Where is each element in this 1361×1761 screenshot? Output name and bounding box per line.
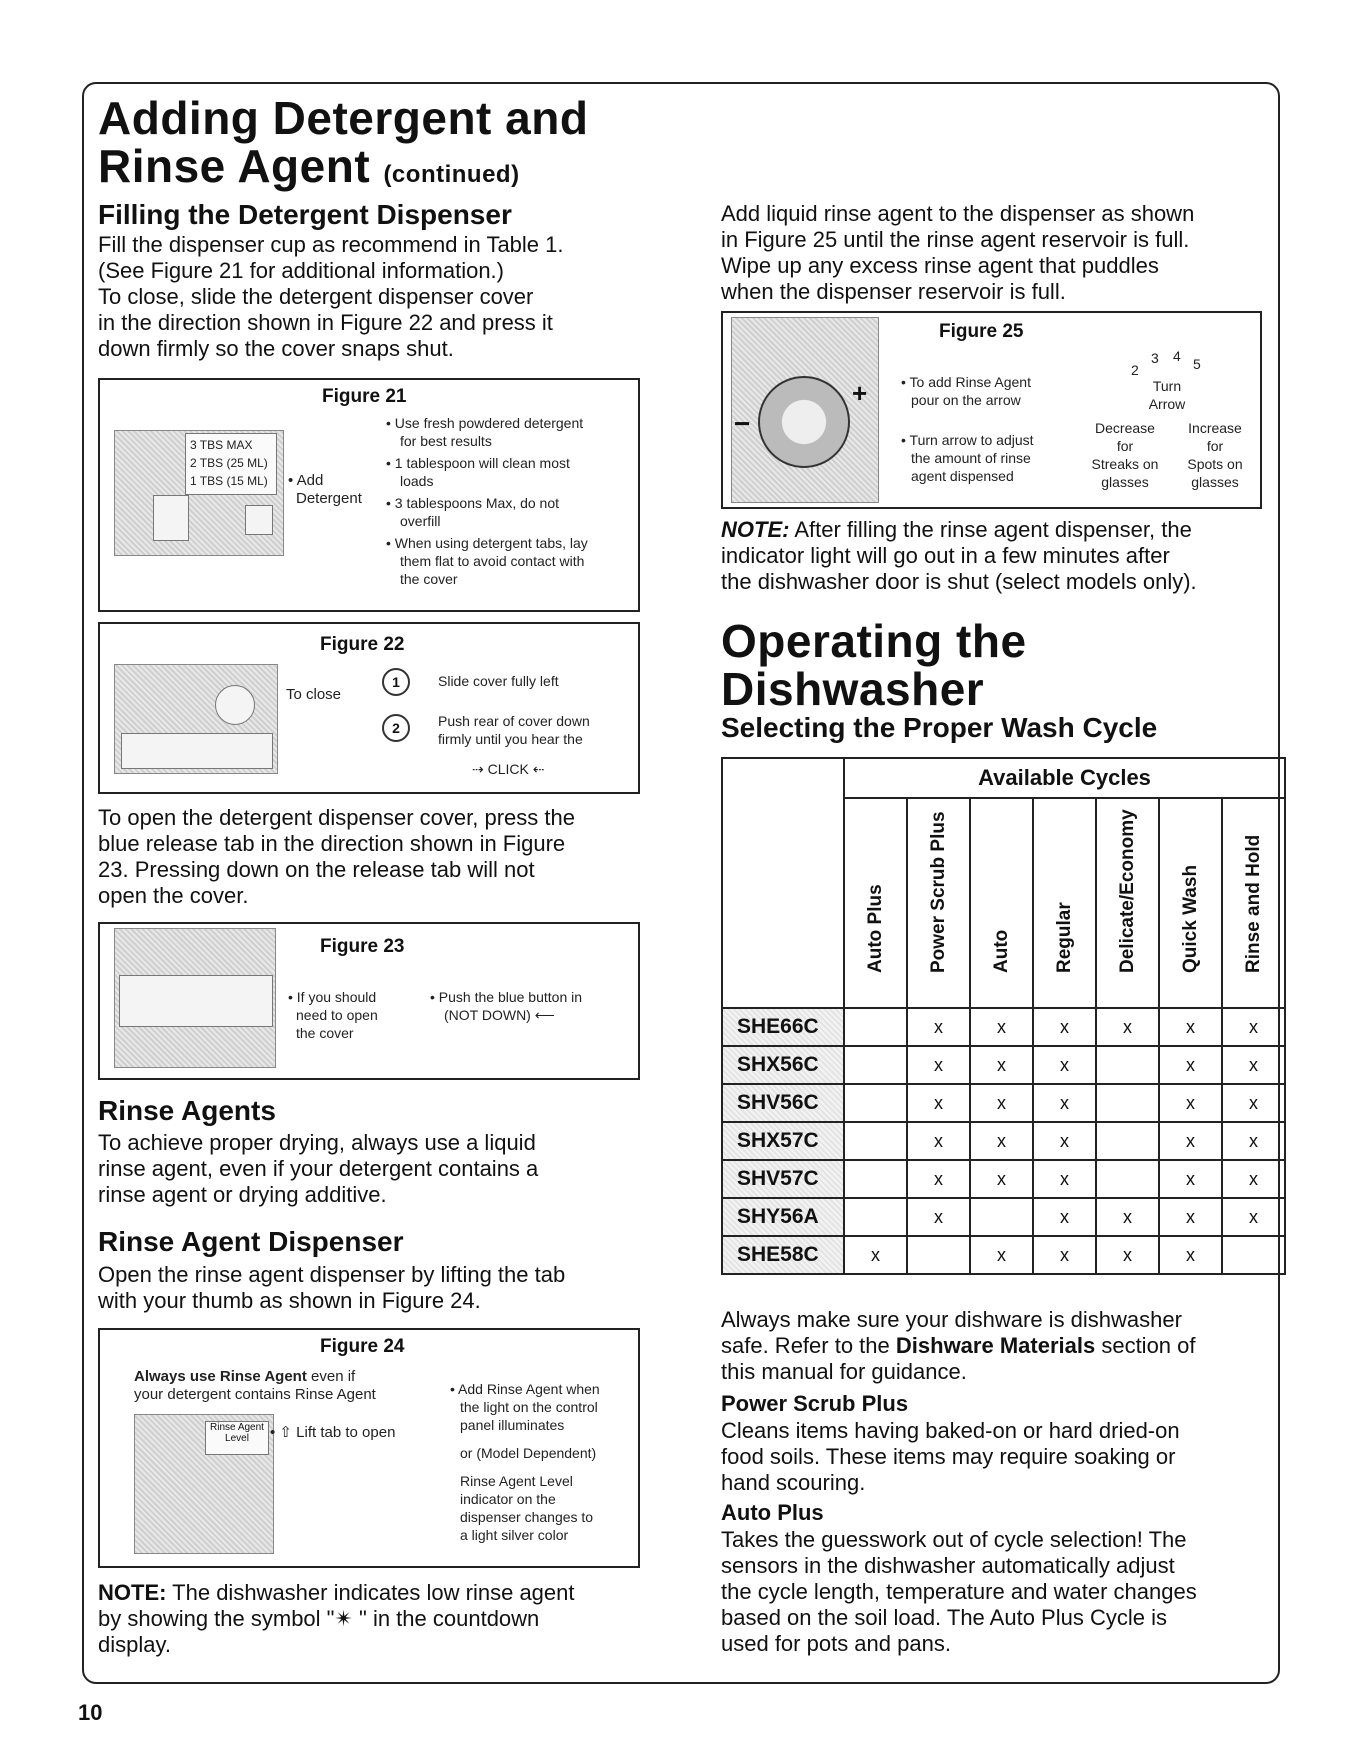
table-row [722,1236,1285,1274]
cycle-mark-cell: x [970,1046,1033,1084]
cycle-mark-cell: x [1033,1008,1096,1046]
figure-25-title: Figure 25 [939,321,1024,342]
arrow-left-icon: ⟵ [534,1007,555,1023]
cycle-mark-cell: x [907,1046,970,1084]
figure-23-right-bullet: • Push the blue button in (NOT DOWN) ⟵ [430,988,582,1024]
figure-25-bullet-2: • Turn arrow to adjust the amount of rinse agent dispensed [901,431,1034,485]
cycle-mark-cell [844,1198,907,1236]
available-cycles-header: Available Cycles [844,758,1285,798]
rinse-agents-text: To achieve proper drying, always use a liquid rinse agent, even if your detergent contains a rinse agent or drying additive. [98,1130,539,1207]
cycle-column-header: Power Scrub Plus [907,798,970,1008]
cycle-mark-cell [844,1084,907,1122]
figure-22 [98,622,640,794]
note-low-rinse: NOTE: The dishwasher indicates low rinse agent by showing the symbol "✴ " in the countdown display. [98,1580,575,1657]
lift-tab-label: • ⇧ Lift tab to open [270,1424,396,1441]
table-row [722,1046,1285,1084]
model-cell: SHV56C [722,1084,844,1122]
cycle-mark-cell: x [1159,1160,1222,1198]
model-cell: SHE58C [722,1236,844,1274]
figure-23-left-bullet: • If you should need to open the cover [288,988,378,1042]
rinse-dispenser-image: Rinse Agent Level [134,1414,274,1554]
figure-23-title: Figure 23 [320,936,405,957]
continued-label: (continued) [383,161,520,188]
cycle-column-header: Regular [1033,798,1096,1008]
cycle-mark-cell: x [970,1008,1033,1046]
open-cover-text: To open the detergent dispenser cover, press the blue release tab in the direction shown in Figure 23. Pressing down on the release tab will not open the cover. [98,805,575,908]
cycle-mark-cell [844,1160,907,1198]
cycle-mark-cell [844,1008,907,1046]
cycle-mark-cell [1096,1046,1159,1084]
cycle-mark-cell: x [1096,1198,1159,1236]
figure-22-title: Figure 22 [320,634,405,655]
cycle-mark-cell: x [1222,1084,1285,1122]
figure-21 [98,378,640,612]
table-row [722,1084,1285,1122]
filling-heading: Filling the Detergent Dispenser [98,199,512,230]
turn-arrow-label: Turn Arrow [1148,378,1186,412]
decrease-label: Decrease for Streaks on glasses [1091,420,1159,490]
filling-text: Fill the dispenser cup as recommend in Table 1. (See Figure 21 for additional information.) To close, slide the detergent dispenser cover in the direction shown in Figure 22 and press it down firmly so the cover snaps shut. [98,232,564,361]
cycle-mark-cell: x [1159,1198,1222,1236]
cycle-column-header: Quick Wash [1159,798,1222,1008]
page-number: 10 [78,1700,103,1725]
cycle-mark-cell: x [1033,1046,1096,1084]
operating-title: Operating the Dishwasher [721,615,1027,715]
always-use-rinse-note: Always use Rinse Agent even if your detergent contains Rinse Agent [134,1368,376,1403]
rinse-agents-heading: Rinse Agents [98,1095,276,1126]
cycle-mark-cell: x [1159,1236,1222,1274]
rinse-dial [758,376,850,468]
cycle-mark-cell: x [1159,1084,1222,1122]
cycle-mark-cell: x [1159,1046,1222,1084]
cycle-mark-cell [907,1236,970,1274]
table-row [722,1008,1285,1046]
cycle-mark-cell: x [907,1008,970,1046]
cycle-mark-cell: x [907,1084,970,1122]
cycle-mark-cell [844,1046,907,1084]
model-cell: SHE66C [722,1008,844,1046]
cycle-column-header: Delicate/Economy [1096,798,1159,1008]
figure-21-bullets: • Use fresh powdered detergent for best results • 1 tablespoon will clean most loads • 3 tablespoons Max, do not overfill • When using detergent tabs, lay them flat to avoid contact with the cover [386,414,638,588]
table-row [722,1122,1285,1160]
figure-25-bullet-1: • To add Rinse Agent pour on the arrow [901,373,1031,409]
cycle-mark-cell: x [907,1160,970,1198]
detergent-cup-image: 3 TBS MAX 2 TBS (25 ML) 1 TBS (15 ML) [114,430,284,556]
step-1-text: Slide cover fully left [438,673,559,689]
figure-24-right-notes: • Add Rinse Agent when the light on the control panel illuminates or (Model Dependent) Rinse Agent Level indicator on the dispenser changes to a light silver color [450,1380,636,1544]
cycle-column-header: Auto Plus [844,798,907,1008]
cycle-mark-cell: x [1033,1084,1096,1122]
step-2-icon: 2 [382,714,410,742]
model-cell: SHX57C [722,1122,844,1160]
cycle-mark-cell: x [907,1122,970,1160]
page-title [98,94,588,199]
step-1-icon: 1 [382,668,410,696]
release-tab-image [114,928,276,1068]
auto-plus-heading: Auto Plus [721,1500,824,1525]
auto-plus-text: Takes the guesswork out of cycle selection! The sensors in the dishwasher automatically adjust the cycle length, temperature and water changes based on the soil load. The Auto Plus Cycle is used for pots and pans. [721,1527,1197,1656]
cycle-mark-cell: x [1096,1008,1159,1046]
cycle-mark-cell: x [1222,1008,1285,1046]
cycle-mark-cell: x [844,1236,907,1274]
arrow-up-icon: ⇧ [279,1424,292,1441]
cycle-mark-cell [1096,1160,1159,1198]
cycle-mark-cell: x [970,1084,1033,1122]
model-cell: SHV57C [722,1160,844,1198]
increase-label: Increase for Spots on glasses [1187,420,1243,490]
cycle-mark-cell: x [1033,1236,1096,1274]
cycle-mark-cell [970,1198,1033,1236]
cycle-mark-cell [1096,1122,1159,1160]
cycle-mark-cell: x [970,1122,1033,1160]
cycle-mark-cell: x [970,1236,1033,1274]
cycles-table [721,757,1286,1275]
click-label: ⇢ CLICK ⇠ [472,761,545,777]
figure-21-title: Figure 21 [322,386,407,407]
cycle-mark-cell: x [1222,1046,1285,1084]
add-liquid-text: Add liquid rinse agent to the dispenser as shown in Figure 25 until the rinse agent reservoir is full. Wipe up any excess rinse agent that puddles when the dispenser reservoir is full. [721,201,1195,304]
step-2-text: Push rear of cover down firmly until you hear the [438,713,590,747]
cycle-mark-cell: x [1033,1198,1096,1236]
cycle-mark-cell [1096,1084,1159,1122]
cycle-mark-cell: x [1222,1122,1285,1160]
cycle-mark-cell: x [907,1198,970,1236]
power-scrub-text: Cleans items having baked-on or hard dried-on food soils. These items may require soaking or hand scouring. [721,1418,1180,1495]
rinse-dispenser-text: Open the rinse agent dispenser by lifting the tab with your thumb as shown in Figure 24. [98,1262,566,1313]
figure-24-title: Figure 24 [320,1336,405,1357]
power-scrub-heading: Power Scrub Plus [721,1391,909,1416]
figure-24 [98,1328,640,1568]
cycle-mark-cell: x [1033,1122,1096,1160]
dispenser-close-image [114,664,278,774]
selecting-heading: Selecting the Proper Wash Cycle [721,712,1158,743]
cycle-mark-cell [1222,1236,1285,1274]
figure-23 [98,922,640,1080]
table-corner [722,758,844,1008]
title-line-1: Adding Detergent and [98,92,589,144]
rinse-dispenser-heading: Rinse Agent Dispenser [98,1226,404,1257]
cycle-mark-cell: x [1159,1008,1222,1046]
cycle-mark-cell: x [1222,1198,1285,1236]
note-indicator-light: NOTE: After filling the rinse agent dispenser, the indicator light will go out in a few minutes after the dishwasher door is shut (select models only). [721,517,1197,594]
always-text: Always make sure your dishware is dishwasher safe. Refer to the Dishware Materials section of this manual for guidance. [721,1307,1196,1384]
rinse-dial-image: − + [731,317,879,503]
table-row [722,1198,1285,1236]
cycle-mark-cell: x [1033,1160,1096,1198]
cycle-column-header: Rinse and Hold [1222,798,1285,1008]
cycle-mark-cell [844,1122,907,1160]
model-cell: SHY56A [722,1198,844,1236]
cycle-mark-cell: x [1096,1236,1159,1274]
to-close-label: To close [286,686,342,703]
model-cell: SHX56C [722,1046,844,1084]
cycle-column-header: Auto [970,798,1033,1008]
cycle-mark-cell: x [1159,1122,1222,1160]
add-detergent-label: • Add Detergent [288,472,362,508]
cycle-mark-cell: x [970,1160,1033,1198]
cycle-mark-cell: x [1222,1160,1285,1198]
figure-25: Figure 25 − + • To add Rinse Agent pour on the arrow • Turn arrow to adjust the amount of rinse agent dispensed 2 3 4 5 Turn Arrow Decrease for Streaks on glasses Increase for Spots on glasses [721,311,1262,509]
table-row [722,1160,1285,1198]
title-line-2: Rinse Agent (continued) [98,140,520,192]
